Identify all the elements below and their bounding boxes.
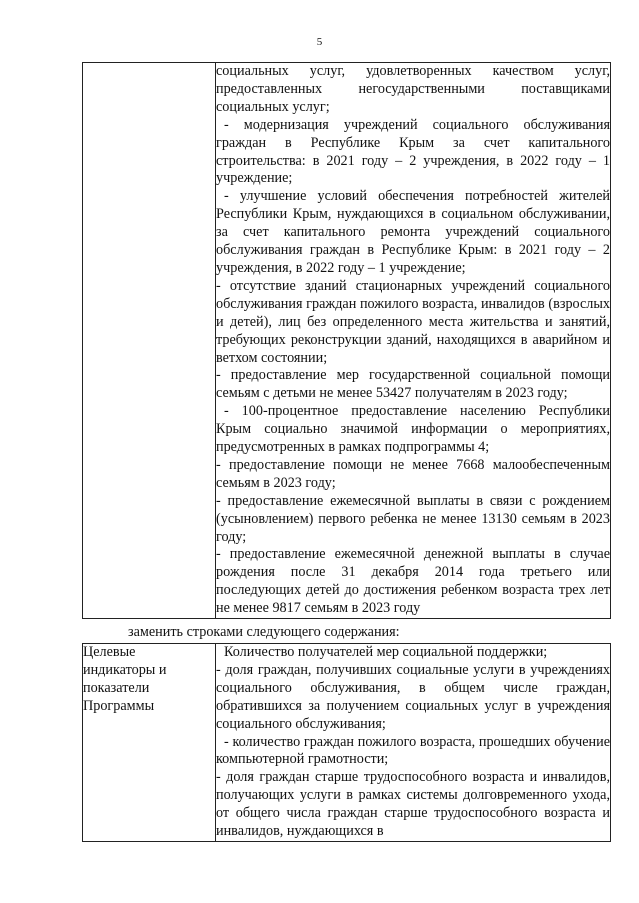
- replacement-table: [82, 643, 611, 842]
- indicator-paragraph: - доля граждан старше трудоспособного возраста и инвалидов, получающих услуги в рамках системы долговременного ухода, от общего числа граждан старше трудоспособного возраста и инвалидов, нуждающихся в: [216, 769, 610, 840]
- expected-results-cell: [216, 63, 611, 619]
- indicator-paragraph: Количество получателей мер социальной поддержки;: [224, 644, 548, 660]
- label-line: индикаторы и: [83, 661, 167, 678]
- page-number: 5: [316, 36, 323, 48]
- indicator-paragraph: - количество граждан пожилого возраста, прошедших обучение компьютерной грамотности;: [216, 733, 610, 768]
- continued-table: [82, 62, 611, 619]
- indicators-label-cell: [83, 644, 216, 842]
- label-line: Программы: [83, 697, 155, 714]
- result-paragraph: социальных услуг, удовлетворенных качеством услуг, предоставленных негосударственными поставщиками социальных услуг;: [216, 63, 610, 115]
- label-line: показатели: [83, 679, 150, 696]
- result-paragraph: - улучшение условий обеспечения потребностей жителей Республики Крым, нуждающихся в социальном обслуживании, за счет капитального ремонта учреждений социального обслуживания граждан в Республике Крым: в 2021 году – 2 учреждения, в 2022 году – 1 учреждение;: [216, 188, 610, 276]
- result-paragraph: - предоставление ежемесячной денежной выплаты в случае рождения после 31 декабря 2014 года третьего или последующих детей до достижения ребенком возраста трех лет не менее 9817 семьям в 2023 году: [216, 546, 610, 617]
- indicator-paragraph: - доля граждан, получивших социальные услуги в учреждениях социального обслуживания, в общем числе граждан, обратившихся за получением социальных услуг в учреждения социального обслуживания;: [216, 661, 610, 732]
- indicators-content-cell: [216, 644, 611, 842]
- left-empty-cell: [83, 63, 216, 619]
- label-line: Целевые: [83, 644, 136, 660]
- result-paragraph: - предоставление мер государственной социальной помощи семьям с детьми не менее 53427 получателям в 2023 году;: [216, 367, 610, 402]
- result-paragraph: - отсутствие зданий стационарных учреждений социального обслуживания граждан пожилого возраста, инвалидов (взрослых и детей), лиц без определенного места жительства и занятий, требующих реконструкции зданий, находящихся в аварийном и ветхом состоянии;: [216, 277, 610, 366]
- replacement-intro: заменить строками следующего содержания:: [128, 624, 400, 640]
- result-paragraph: - 100-процентное предоставление населению Республики Крым социально значимой информации о мероприятиях, предусмотренных в рамках подпрограммы 4;: [216, 403, 610, 456]
- result-paragraph: - предоставление ежемесячной выплаты в связи с рождением (усыновлением) первого ребенка не менее 13130 семьям в 2023 году;: [216, 492, 610, 545]
- result-paragraph: - модернизация учреждений социального обслуживания граждан в Республике Крым за счет капитального строительства: в 2021 году – 2 учреждения, в 2022 году – 1 учреждение;: [216, 116, 610, 187]
- result-paragraph: - предоставление помощи не менее 7668 малообеспеченным семьям в 2023 году;: [216, 456, 610, 491]
